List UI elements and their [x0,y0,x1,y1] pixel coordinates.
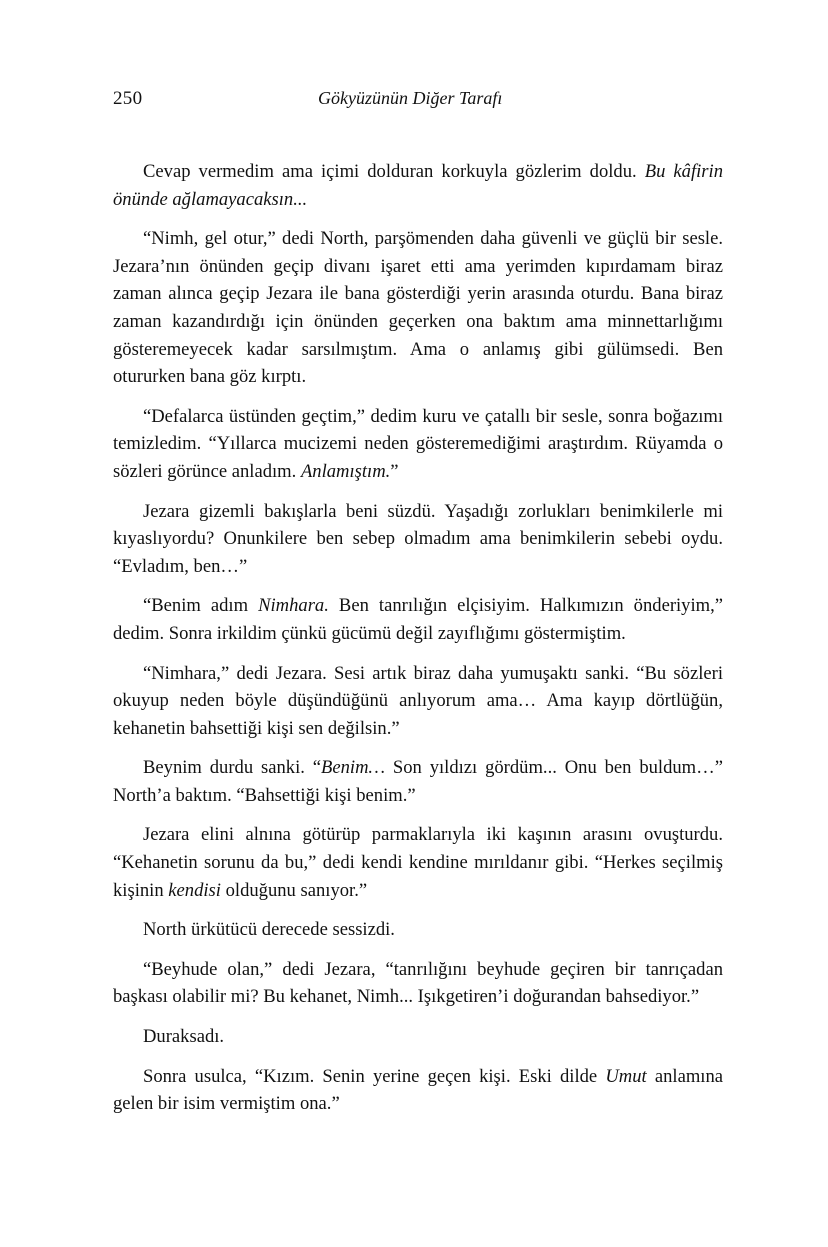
page-header [113,88,723,118]
running-title: Gökyüzünün Diğer Tarafı [318,88,503,108]
paragraph [113,821,723,904]
paragraph [113,1063,723,1118]
text-run: “Benim adım [143,595,259,617]
paragraph [113,916,723,944]
italic-text: Bu kâfirin önünde ağlamayacaksın... [113,161,723,210]
text-run: “Nimhara,” dedi Jezara. Sesi artık biraz daha yumuşaktı sanki. “Bu sözleri okuyup neden böyle düşündüğünü anlıyorum ama… Ama kayıp dörtlüğün, kehanetin bahsettiği kişi sen değilsin.” [113,662,723,739]
text-run: “Beyhude olan,” dedi Jezara, “tanrılığını beyhude geçiren bir tanrıçadan başkası olabilir mi? Bu kehanet, Nimh... Işıkgetiren’i doğurandan bahsediyor.” [113,958,723,1008]
paragraph [113,660,723,743]
paragraph [113,592,723,647]
text-run: Duraksadı. [143,1026,225,1048]
text-run: anlamına gelen bir isim vermiştim ona.” [113,1065,724,1115]
italic-text: Anlamıştım. [300,460,391,482]
text-run: Ben tanrılığın elçisiyim. Halkımızın önderiyim,” dedim. Sonra irkildim çünkü gücümü değil zayıflığımı göstermiştim. [113,595,724,644]
text-run: ” [390,460,399,482]
body-text [113,158,723,1130]
text-run: Sonra usulca, “Kızım. Senin yerine geçen kişi. Eski dilde [143,1065,606,1087]
text-run: Cevap vermedim ama içimi dolduran korkuyla gözlerim doldu. [143,161,645,182]
paragraph [113,754,723,809]
text-run: Jezara elini alnına götürüp parmaklarıyla iki kaşının arasını ovuşturdu. “Kehanetin sorunu da bu,” dedi kendi kendine mırıldanır gibi. “Herkes seçilmiş kişinin [113,824,723,901]
paragraph [113,403,723,486]
text-run: “Nimh, gel otur,” dedi North, parşömenden daha güvenli ve güçlü bir sesle. Jezara’nın önünden geçip divanı işaret etti ama yerimden kıpırdamam biraz zaman alınca geçip Jezara ile bana gösterdiği yerin arasında oturdu. Bana biraz zaman kazandırdığı için önünden geçerken ona baktım ama minnettarlığımı gösteremeyecek kadar sarsılmıştım. Ama o anlamış gibi gülümsedi. Ben otururken bana göz kırptı. [113,228,723,388]
paragraph [113,158,723,213]
page-number: 250 [113,88,143,109]
italic-text: kendisi [168,879,221,901]
italic-text: Benim… [321,757,386,779]
text-run: Son yıldızı gördüm... Onu ben buldum…” North’a baktım. “Bahsettiği kişi benim.” [113,757,723,806]
paragraph [113,1023,723,1051]
paragraph [113,225,723,391]
text-run: Beynim durdu sanki. “ [143,757,321,779]
paragraph [113,498,723,581]
paragraph [113,956,723,1011]
text-run: North ürkütücü derecede sessizdi. [143,919,395,941]
text-run: olduğunu sanıyor.” [220,879,368,901]
text-run: Jezara gizemli bakışlarla beni süzdü. Yaşadığı zorlukları benimkilerle mi kıyaslıyordu? Onunkilere ben sebep olmadım ama benimkilerin sebebi oydu. “Evladım, ben…” [113,500,723,577]
italic-text: Umut [605,1065,647,1087]
italic-text: Nimhara. [258,595,329,617]
text-run: “Defalarca üstünden geçtim,” dedim kuru ve çatallı bir sesle, sonra boğazımı temizledim. “Yıllarca mucizemi neden gösteremediğimi araştırdım. Rüyamda o sözleri görünce anladım. [113,405,723,482]
